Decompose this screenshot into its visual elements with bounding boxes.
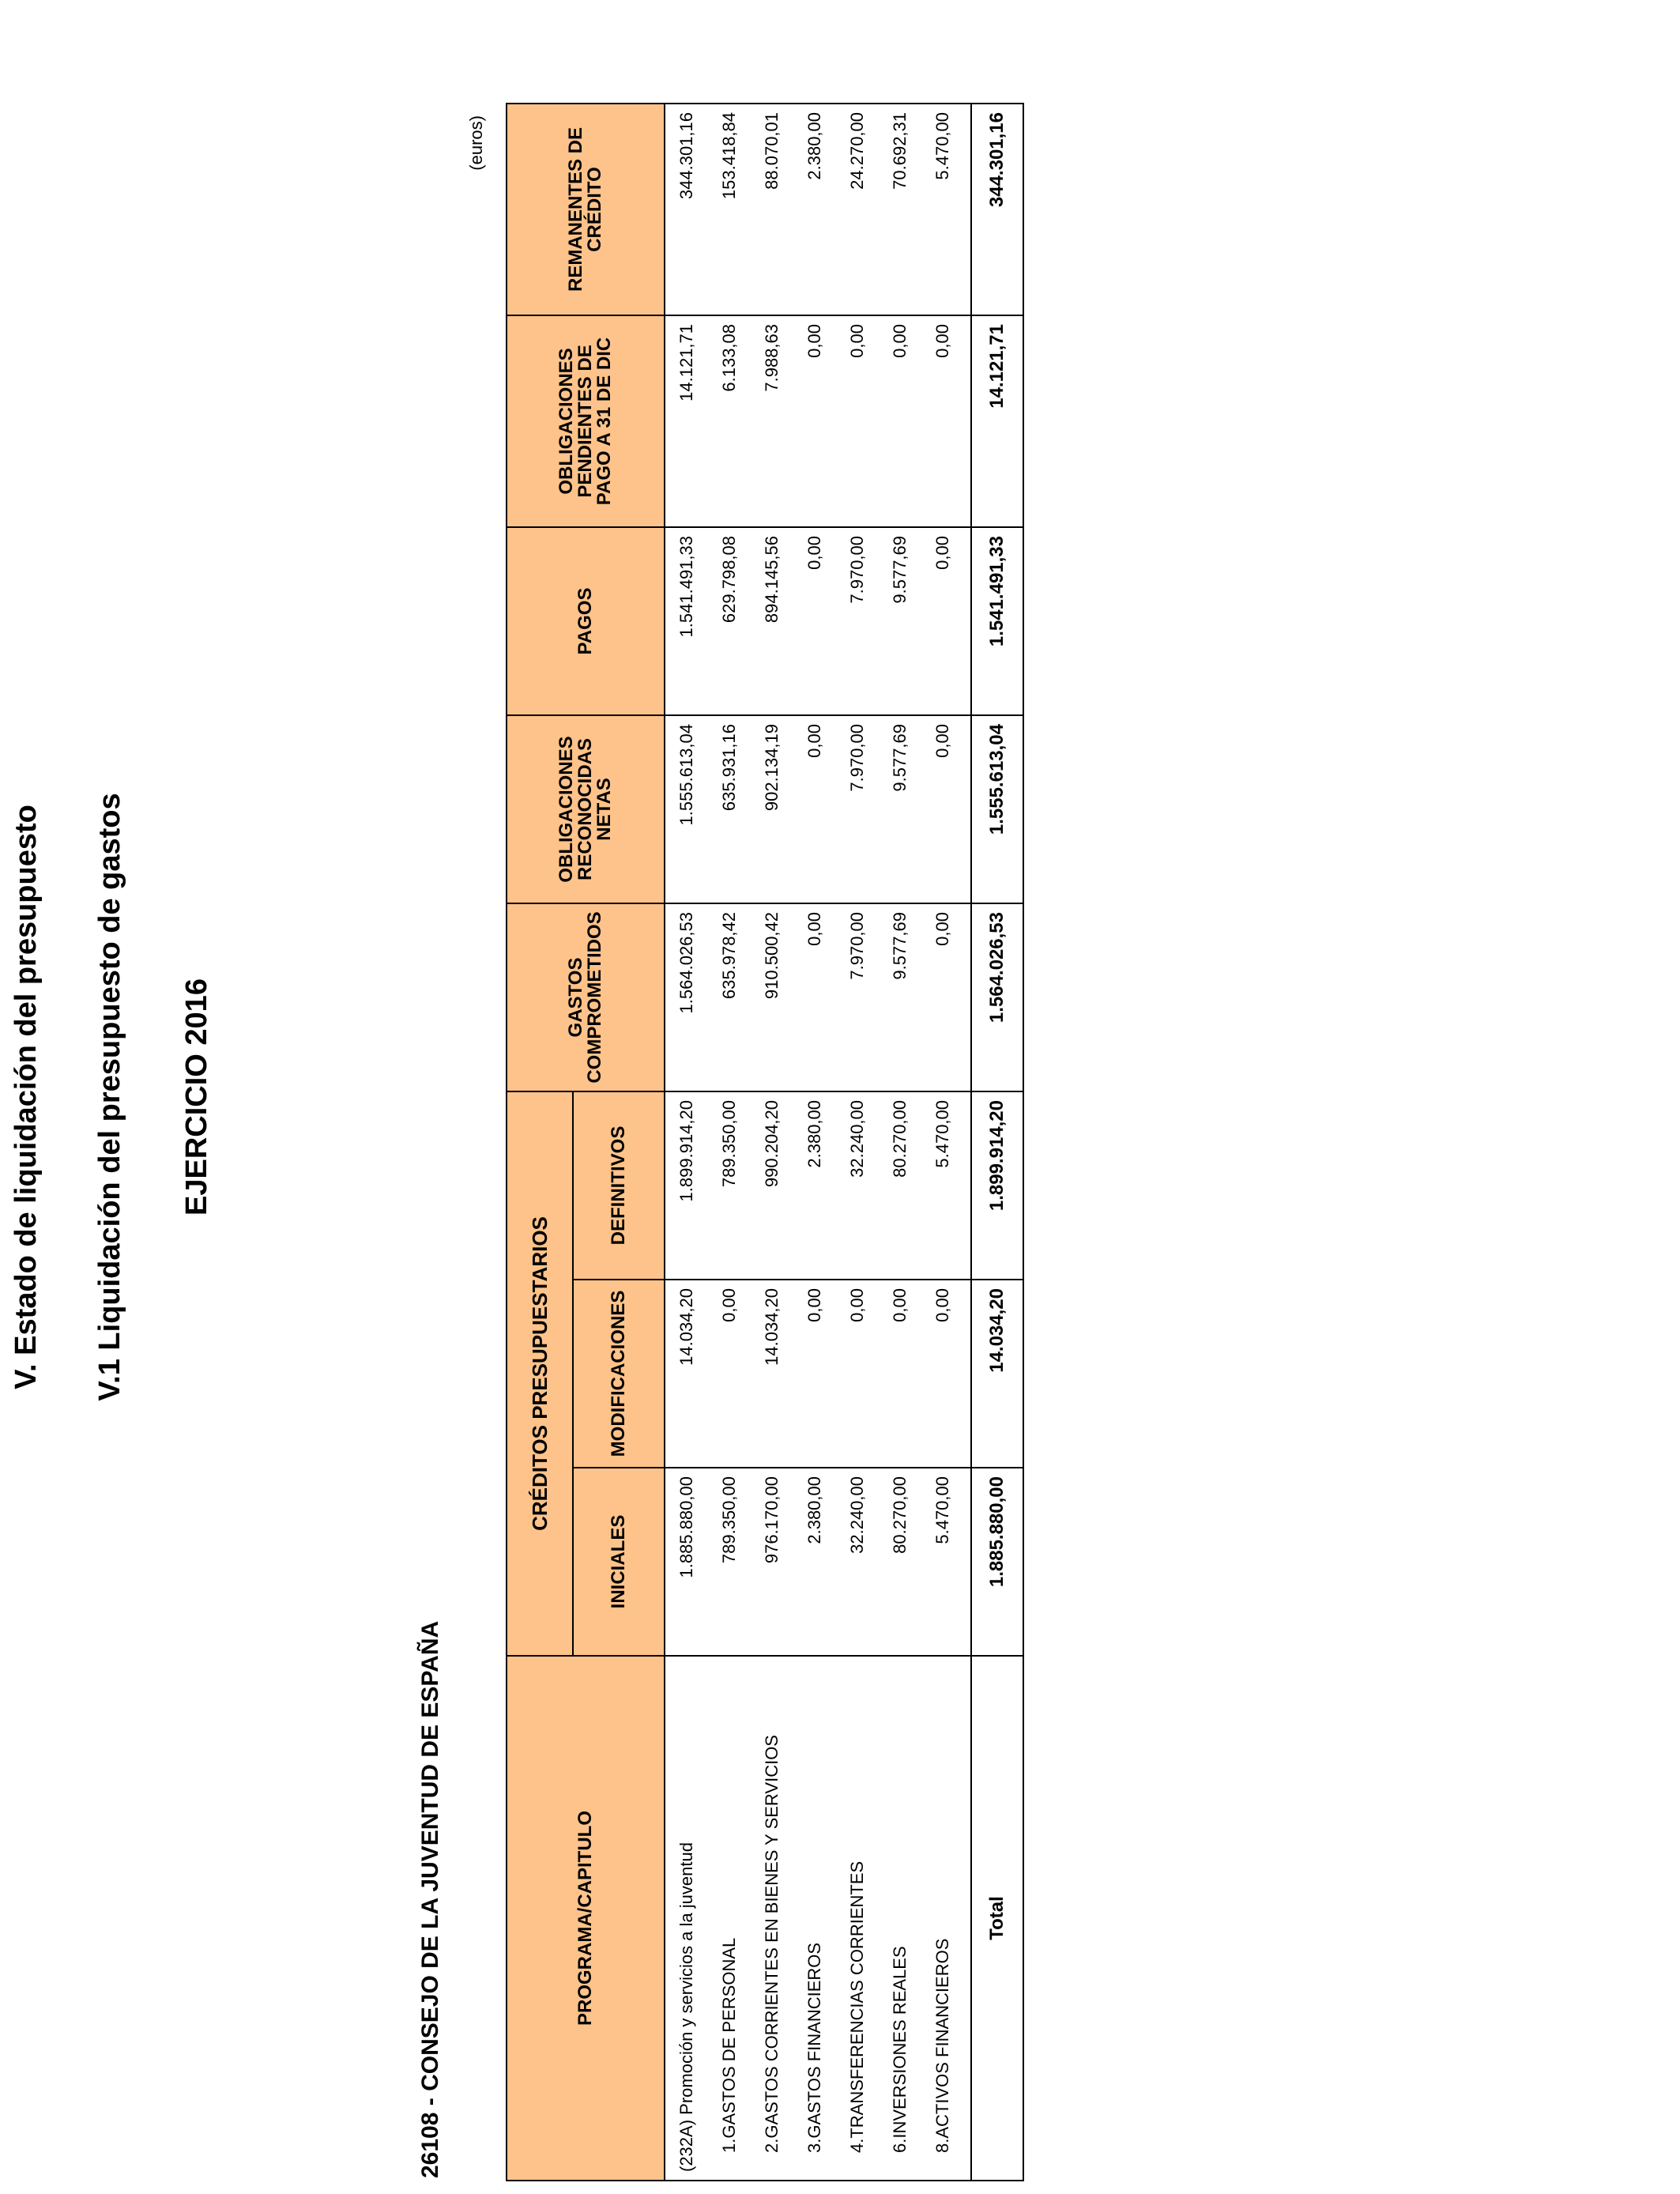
table-row (708, 104, 751, 2181)
cell-obligaciones: 9.577,69 (879, 715, 921, 903)
cell-modificaciones: 14.034,20 (665, 1280, 708, 1468)
row-label: 1.GASTOS DE PERSONAL (708, 1656, 751, 2181)
cell-modificaciones: 0,00 (921, 1280, 971, 1468)
table-row (751, 104, 793, 2181)
cell-pendientes: 0,00 (793, 315, 836, 527)
cell-iniciales: 2.380,00 (793, 1468, 836, 1656)
cell-pendientes: 7.988,63 (751, 315, 793, 527)
cell-iniciales: 976.170,00 (751, 1468, 793, 1656)
total-gastos: 1.564.026,53 (971, 903, 1023, 1091)
cell-definitivos: 5.470,00 (921, 1091, 971, 1280)
section-title: V. Estado de liquidación del presupuesto (9, 805, 43, 1389)
cell-obligaciones: 635.931,16 (708, 715, 751, 903)
cell-pendientes: 0,00 (879, 315, 921, 527)
cell-definitivos: 789.350,00 (708, 1091, 751, 1280)
cell-modificaciones: 0,00 (879, 1280, 921, 1468)
cell-iniciales: 789.350,00 (708, 1468, 751, 1656)
total-label: Total (971, 1656, 1023, 2181)
cell-obligaciones: 0,00 (793, 715, 836, 903)
row-label: 8.ACTIVOS FINANCIEROS (921, 1656, 971, 2181)
cell-remanentes: 24.270,00 (836, 104, 879, 315)
cell-gastos: 635.978,42 (708, 903, 751, 1091)
cell-remanentes: 88.070,01 (751, 104, 793, 315)
header-modificaciones: MODIFICACIONES (573, 1280, 665, 1468)
cell-definitivos: 990.204,20 (751, 1091, 793, 1280)
cell-pendientes: 6.133,08 (708, 315, 751, 527)
exercise-title: EJERCICIO 2016 (180, 978, 213, 1216)
cell-iniciales: 80.270,00 (879, 1468, 921, 1656)
cell-gastos: 1.564.026,53 (665, 903, 708, 1091)
table-row (793, 104, 836, 2181)
cell-pagos: 0,00 (921, 527, 971, 715)
header-programa: PROGRAMA/CAPITULO (507, 1656, 665, 2181)
cell-iniciales: 1.885.880,00 (665, 1468, 708, 1656)
cell-modificaciones: 0,00 (836, 1280, 879, 1468)
cell-definitivos: 2.380,00 (793, 1091, 836, 1280)
row-label: (232A) Promoción y servicios a la juventud (665, 1656, 708, 2181)
total-iniciales: 1.885.880,00 (971, 1468, 1023, 1656)
header-remanentes: REMANENTES DE CRÉDITO (507, 104, 665, 315)
cell-gastos: 9.577,69 (879, 903, 921, 1091)
cell-obligaciones: 902.134,19 (751, 715, 793, 903)
total-row (971, 104, 1023, 2181)
units-label: (euros) (466, 115, 486, 171)
cell-definitivos: 1.899.914,20 (665, 1091, 708, 1280)
entity-heading: 26108 - CONSEJO DE LA JUVENTUD DE ESPAÑA (417, 1620, 443, 2178)
cell-pagos: 0,00 (793, 527, 836, 715)
header-obligaciones: OBLIGACIONES RECONOCIDAS NETAS (507, 715, 665, 903)
total-remanentes: 344.301,16 (971, 104, 1023, 315)
budget-table (506, 103, 1024, 2181)
cell-remanentes: 2.380,00 (793, 104, 836, 315)
row-label: 2.GASTOS CORRIENTES EN BIENES Y SERVICIOS (751, 1656, 793, 2181)
cell-pagos: 7.970,00 (836, 527, 879, 715)
total-obligaciones: 1.555.613,04 (971, 715, 1023, 903)
header-gastos: GASTOS COMPROMETIDOS (507, 903, 665, 1091)
total-definitivos: 1.899.914,20 (971, 1091, 1023, 1280)
cell-definitivos: 80.270,00 (879, 1091, 921, 1280)
cell-remanentes: 5.470,00 (921, 104, 971, 315)
cell-remanentes: 344.301,16 (665, 104, 708, 315)
table-row (879, 104, 921, 2181)
cell-obligaciones: 7.970,00 (836, 715, 879, 903)
cell-obligaciones: 0,00 (921, 715, 971, 903)
cell-pendientes: 0,00 (921, 315, 971, 527)
row-label: 4.TRANSFERENCIAS CORRIENTES (836, 1656, 879, 2181)
cell-gastos: 7.970,00 (836, 903, 879, 1091)
total-pendientes: 14.121,71 (971, 315, 1023, 527)
cell-modificaciones: 0,00 (708, 1280, 751, 1468)
header-pagos: PAGOS (507, 527, 665, 715)
cell-remanentes: 70.692,31 (879, 104, 921, 315)
header-iniciales: INICIALES (573, 1468, 665, 1656)
cell-pendientes: 0,00 (836, 315, 879, 527)
table-row (921, 104, 971, 2181)
row-label: 6.INVERSIONES REALES (879, 1656, 921, 2181)
cell-pagos: 1.541.491,33 (665, 527, 708, 715)
cell-gastos: 0,00 (921, 903, 971, 1091)
cell-definitivos: 32.240,00 (836, 1091, 879, 1280)
cell-pagos: 9.577,69 (879, 527, 921, 715)
subsection-title: V.1 Liquidación del presupuesto de gastos (93, 793, 126, 1401)
cell-gastos: 0,00 (793, 903, 836, 1091)
cell-pendientes: 14.121,71 (665, 315, 708, 527)
cell-obligaciones: 1.555.613,04 (665, 715, 708, 903)
row-label: 3.GASTOS FINANCIEROS (793, 1656, 836, 2181)
cell-remanentes: 153.418,84 (708, 104, 751, 315)
cell-iniciales: 32.240,00 (836, 1468, 879, 1656)
cell-pagos: 894.145,56 (751, 527, 793, 715)
cell-pagos: 629.798,08 (708, 527, 751, 715)
header-definitivos: DEFINITIVOS (573, 1091, 665, 1280)
total-modificaciones: 14.034,20 (971, 1280, 1023, 1468)
total-pagos: 1.541.491,33 (971, 527, 1023, 715)
header-pendientes: OBLIGACIONES PENDIENTES DE PAGO A 31 DE DIC (507, 315, 665, 527)
cell-iniciales: 5.470,00 (921, 1468, 971, 1656)
table-row (665, 104, 708, 2181)
cell-gastos: 910.500,42 (751, 903, 793, 1091)
cell-modificaciones: 0,00 (793, 1280, 836, 1468)
cell-modificaciones: 14.034,20 (751, 1280, 793, 1468)
header-creditos-group: CRÉDITOS PRESUPUESTARIOS (507, 1091, 573, 1656)
table-row (836, 104, 879, 2181)
